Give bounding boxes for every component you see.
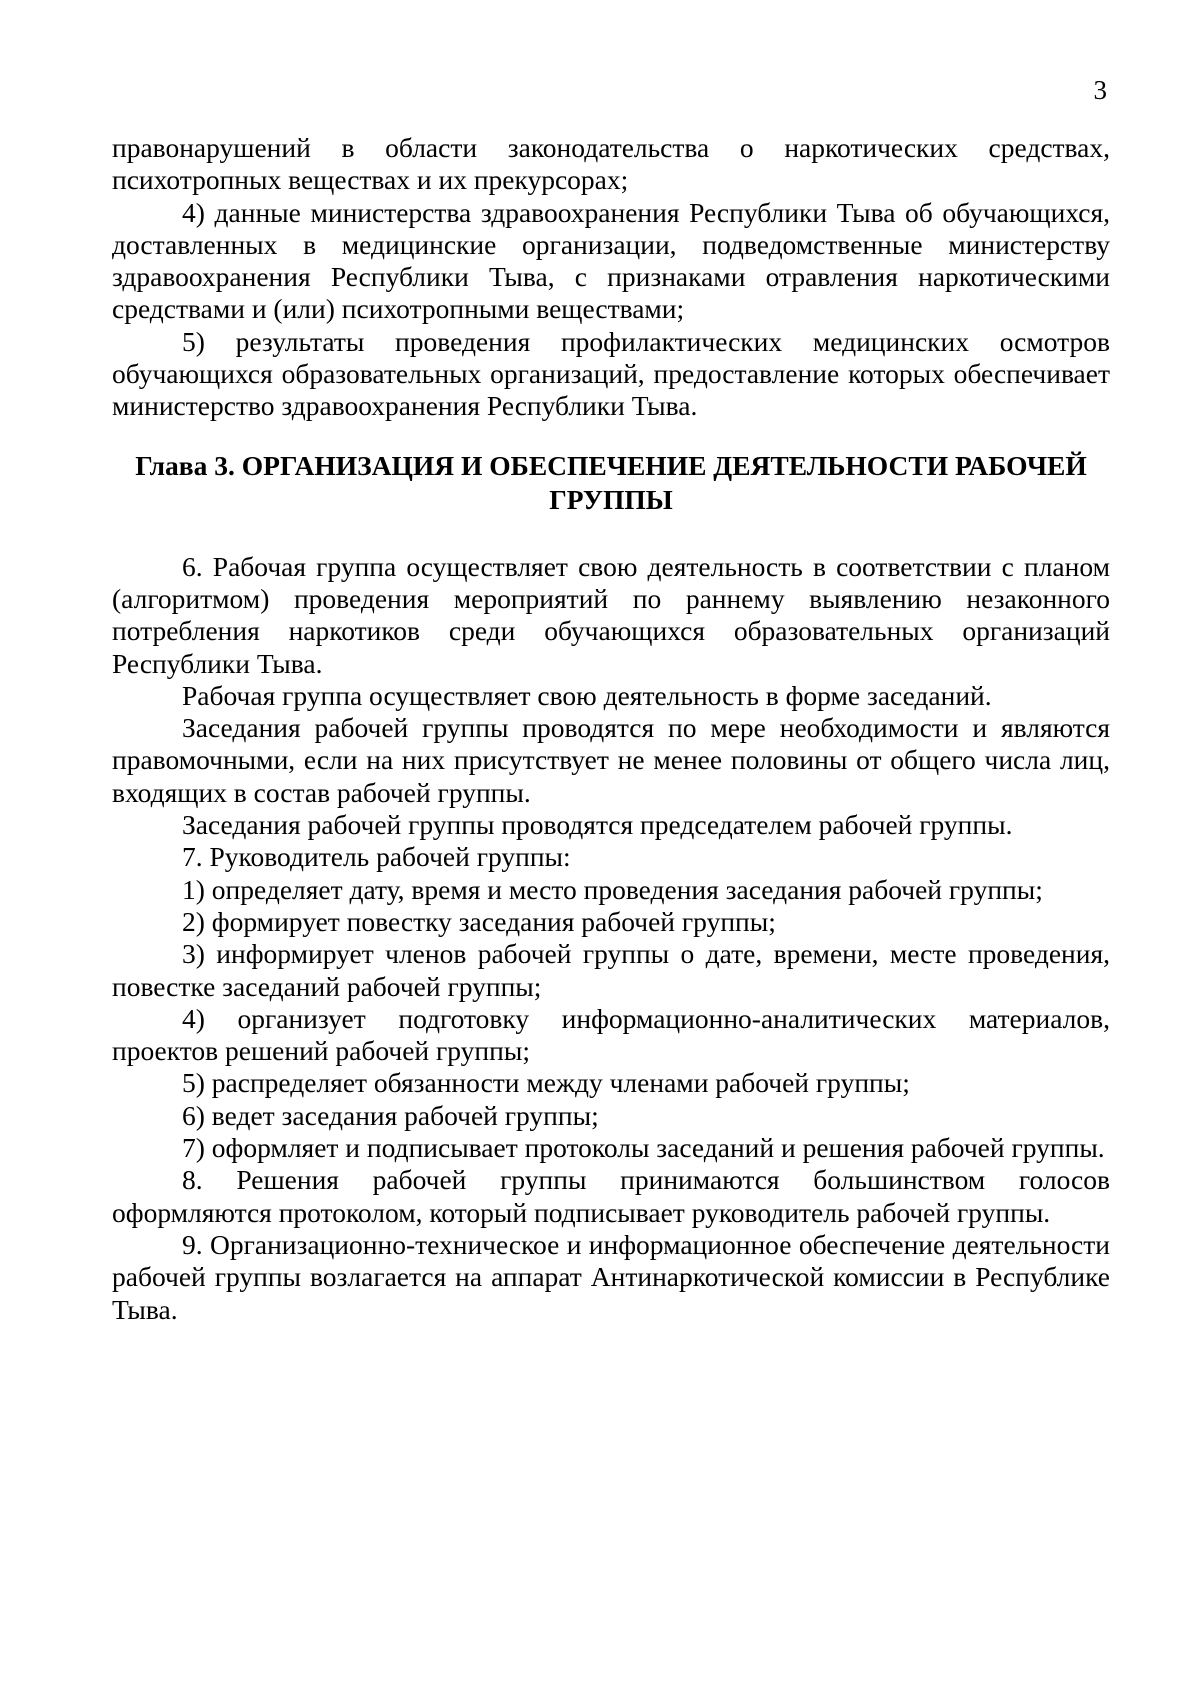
list-item-7-7: 7) оформляет и подписывает протоколы заседаний и решения рабочей группы. (182, 1132, 1105, 1164)
document-body (112, 132, 1110, 1326)
chapter-title: Глава 3. ОРГАНИЗАЦИЯ И ОБЕСПЕЧЕНИЕ ДЕЯТЕЛЬНОСТИ РАБОЧЕЙ ГРУППЫ (135, 449, 1087, 515)
list-item-7-5: 5) распределяет обязанности между членами рабочей группы; (182, 1067, 910, 1099)
list-item-7-3: 3) информирует членов рабочей группы о дате, времени, месте проведения, повестке заседаний рабочей группы; (112, 938, 1110, 1002)
paragraph-item-8: 8. Решения рабочей группы принимаются большинством голосов оформляются протоколом, который подписывает руководитель рабочей группы. (112, 1164, 1110, 1228)
paragraph-meetings-form: Рабочая группа осуществляет свою деятельность в форме заседаний. (182, 679, 992, 711)
list-item-5: 5) результаты проведения профилактических медицинских осмотров обучающихся образовательных организаций, предоставление которых обеспечивает министерство здравоохранения Республики Тыва. (112, 325, 1110, 422)
paragraph-meetings-quorum: Заседания рабочей группы проводятся по мере необходимости и являются правомочными, если на них присутствует не менее половины от общего числа лиц, входящих в состав рабочей группы. (112, 712, 1110, 808)
paragraph-meetings-chair: Заседания рабочей группы проводятся председателем рабочей группы. (182, 809, 1013, 841)
list-item-7-4: 4) организует подготовку информационно-аналитических материалов, проектов решений рабочей группы; (112, 1002, 1110, 1067)
paragraph-item-9: 9. Организационно-техническое и информационное обеспечение деятельности рабочей группы возлагается на аппарат Антинаркотической комиссии в Республике Тыва. (112, 1228, 1110, 1325)
page-number: 3 (1093, 75, 1107, 105)
paragraph-continuation: правонарушений в области законодательства о наркотических средствах, психотропных веществах и их прекурсорах; (112, 132, 1110, 196)
list-item-7-1: 1) определяет дату, время и место проведения заседания рабочей группы; (182, 873, 1043, 905)
paragraph-item-7: 7. Руководитель рабочей группы: (182, 841, 571, 873)
list-item-4: 4) данные министерства здравоохранения Республики Тыва об обучающихся, доставленных в медицинские организации, подведомственные министерству здравоохранения Республики Тыва, с признаками отравления наркотическими средствами и (или) психотропными веществами; (112, 196, 1110, 325)
paragraph-item-6: 6. Рабочая группа осуществляет свою деятельность в соответствии с планом (алгоритмом) проведения мероприятий по раннему выявлению незаконного потребления наркотиков среди обучающихся образовательных организаций Республики Тыва. (112, 550, 1110, 679)
list-item-7-6: 6) ведет заседания рабочей группы; (182, 1099, 599, 1131)
list-item-7-2: 2) формирует повестку заседания рабочей группы; (182, 905, 776, 937)
